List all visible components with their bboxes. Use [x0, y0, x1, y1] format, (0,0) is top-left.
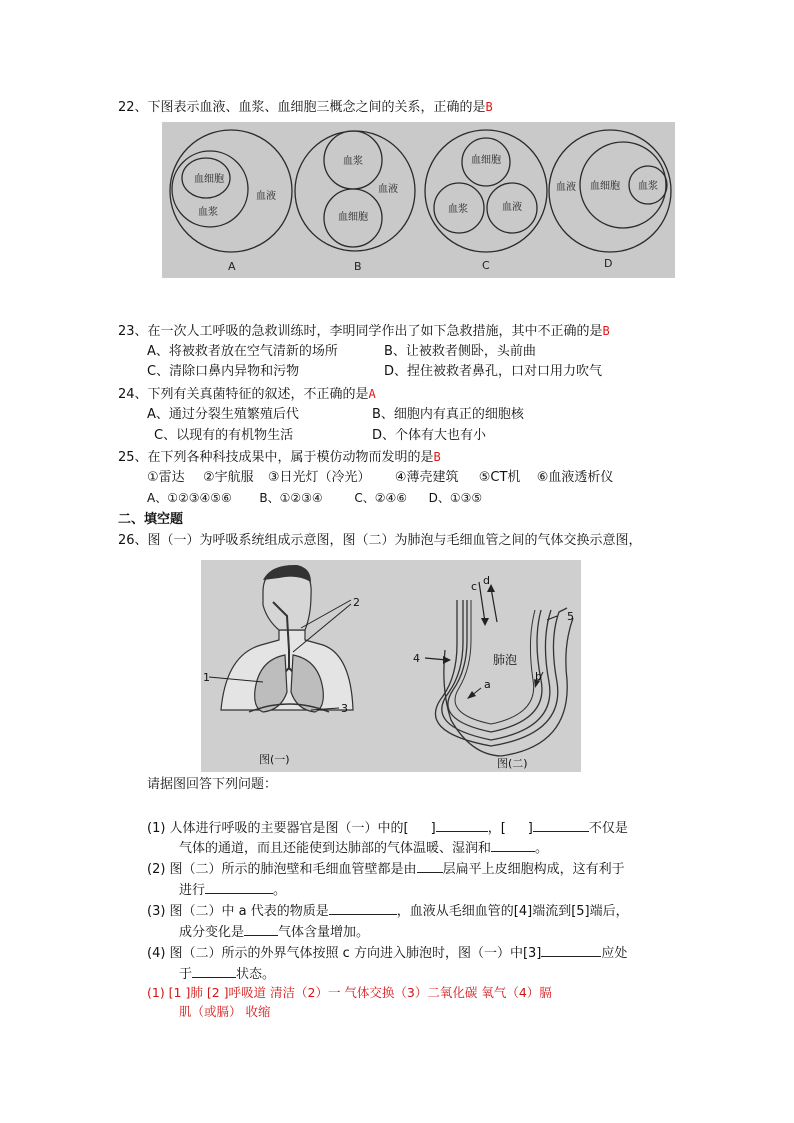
- q22-figure: [162, 122, 675, 278]
- q26-sub3-line2: [179, 921, 369, 942]
- q26-sub2-text-a: (2) 图（二）所示的肺泡壁和毛细血管壁都是由: [147, 862, 417, 877]
- q24-option-b: B、细胞内有真正的细胞核: [372, 407, 524, 422]
- q26-sub1-end: 。: [535, 841, 549, 856]
- q26-sub4-blank-2: [192, 963, 236, 978]
- q26-sub4-text-b: 应处: [601, 946, 628, 961]
- q23-answer: B: [602, 324, 610, 338]
- q26-sub4-blank-1: [541, 942, 601, 957]
- q26-sub1-line2: [179, 837, 548, 858]
- fig-c-outer-circle: [425, 130, 547, 252]
- q25-answer: B: [433, 450, 441, 464]
- q25-item-1: ①雷达: [147, 470, 185, 485]
- fig-a-inner-mid-text: 血浆: [198, 207, 218, 218]
- q26-sub1-text-d: ]: [527, 821, 533, 836]
- fig-a-inner-top-text: 血细胞: [194, 174, 224, 185]
- q22-stem: 22、下图表示血液、血浆、血细胞三概念之间的关系，正确的是: [118, 100, 486, 115]
- q23-stem: 23、在一次人工呼吸的急救训练时，李明同学作出了如下急救措施，其中不正确的是: [118, 324, 603, 339]
- q25-option-c: C、②④⑥: [354, 491, 407, 505]
- fig2-label-5: 5: [567, 610, 574, 623]
- fig-c-right-text: 血液: [502, 202, 522, 213]
- fig2-label-c: c: [471, 580, 478, 593]
- q25-stem-line: [118, 448, 441, 467]
- q26-prompt: 请据图回答下列问题：: [147, 777, 278, 792]
- section-heading: 二、填空题: [118, 512, 184, 527]
- fig2-label-4: 4: [413, 652, 420, 665]
- q26-sub2-text-b: 层扁平上皮细胞构成，这有利于: [442, 862, 625, 877]
- q25-option-a: A、①②③④⑤⑥: [147, 491, 232, 505]
- q22-figure-svg: [162, 122, 675, 278]
- fig2-label-alveolus: 肺泡: [493, 653, 518, 667]
- fig1-label-2: 2: [353, 596, 360, 609]
- q26-sub4-end: 状态。: [236, 967, 276, 982]
- q26-sub4-line2: [179, 963, 275, 984]
- q26-sub1-blank-3: [491, 837, 535, 852]
- fig1-label-3: 3: [341, 702, 348, 715]
- q25-option-d: D、①③⑤: [428, 491, 483, 505]
- fig2-label-b: b: [535, 670, 542, 683]
- fig2-label-a: a: [484, 678, 491, 691]
- q26-sub2-line2: [179, 879, 286, 900]
- q26-sub3-text-line2: 成分变化是: [179, 925, 245, 940]
- q24-answer: A: [368, 387, 376, 401]
- q26-sub4-line1: [147, 942, 627, 963]
- fig1-label-1: 1: [203, 671, 210, 684]
- q26-sub3-text-b: ，血液从毛细血管的[4]端流到[5]端后，: [396, 904, 629, 919]
- q25-option-b: B、①②③④: [259, 491, 323, 505]
- q25-stem: 25、在下列各种科技成果中，属于模仿动物而发明的是: [118, 450, 434, 465]
- q22-answer: B: [485, 100, 493, 114]
- q26-sub3-text-a: (3) 图（二）中 a 代表的物质是: [147, 904, 329, 919]
- q26-sub1-text-line2: 气体的通道，而且还能使到达肺部的气体温暖、湿润和: [179, 841, 492, 856]
- fig-d-inner-text: 血浆: [638, 181, 658, 192]
- q26-sub4-text-a: (4) 图（二）所示的外界气体按照 c 方向进入肺泡时，图（一）中[3]: [147, 946, 542, 961]
- q26-sub4-text-line2: 于: [179, 967, 193, 982]
- fig1-caption: 图(一): [259, 753, 290, 766]
- q26-sub3-line1: [147, 900, 629, 921]
- fig-a-outer-text: 血液: [256, 191, 276, 202]
- q26-sub2-blank-1: [417, 858, 443, 873]
- fig-a-label: A: [228, 260, 236, 273]
- fig-d-mid-text: 血细胞: [590, 181, 620, 192]
- q26-sub3-end: 气体含量增加。: [278, 925, 370, 940]
- q26-stem: 26、图（一）为呼吸系统组成示意图，图（二）为肺泡与毛细血管之间的气体交换示意图，: [118, 533, 642, 548]
- q26-sub1-text-c: ，[: [487, 821, 506, 836]
- q23-option-c: C、清除口鼻内异物和污物: [147, 364, 300, 379]
- q26-answer-line1: (1) [1 ]肺 [2 ]呼吸道 清洁（2）一 气体交换（3）二氧化碳 氧气（4）膈: [147, 985, 552, 1000]
- q23-stem-line: [118, 322, 610, 341]
- fig-b-bottom-text: 血细胞: [338, 212, 368, 223]
- fig2-label-d: d: [483, 574, 490, 587]
- q26-sub2-end: 。: [273, 883, 287, 898]
- q26-sub3-blank-1: [329, 900, 397, 915]
- q25-item-4: ④薄壳建筑: [394, 470, 459, 485]
- q24-option-a: A、通过分裂生殖繁殖后代: [147, 407, 299, 422]
- q26-answer-line2: 肌（或膈） 收缩: [179, 1004, 271, 1019]
- q26-sub1-text-e: 不仅是: [588, 821, 628, 836]
- q26-figure-svg: [201, 560, 581, 772]
- fig-d-outer-text: 血液: [556, 182, 576, 193]
- fig-b-label: B: [354, 260, 362, 273]
- q26-sub3-blank-2: [244, 921, 278, 936]
- q24-stem: 24、下列有关真菌特征的叙述，不正确的是: [118, 387, 369, 402]
- q25-item-6: ⑥血液透析仪: [536, 470, 614, 485]
- q24-option-d: D、个体有大也有小: [372, 428, 487, 443]
- fig-b-outer-text: 血液: [378, 184, 398, 195]
- q25-item-2: ②宇航服: [202, 470, 254, 485]
- q26-sub1-text-a: (1) 人体进行呼吸的主要器官是图（一）中的[: [147, 821, 409, 836]
- q26-sub1-text-b: ]: [430, 821, 436, 836]
- fig-b-top-text: 血浆: [343, 156, 363, 167]
- q25-item-5: ⑤CT机: [478, 470, 521, 485]
- q26-sub2-blank-2: [205, 879, 273, 894]
- q25-options: [147, 489, 482, 507]
- fig-c-left-text: 血浆: [448, 204, 468, 215]
- q26-sub1-line1: [147, 817, 628, 838]
- respiratory-system-diagram: [209, 565, 353, 712]
- q25-item-3: ③日光灯（冷光）: [267, 470, 371, 485]
- alveolus-diagram: [425, 582, 573, 756]
- fig-c-label: C: [482, 259, 490, 272]
- q26-sub1-blank-2: [533, 817, 589, 832]
- fig-d-label: D: [604, 257, 613, 270]
- q24-stem-line: [118, 385, 376, 404]
- fig2-caption: 图(二): [497, 757, 528, 770]
- q26-sub2-line1: [147, 858, 625, 879]
- fig-c-top-text: 血细胞: [471, 155, 501, 166]
- q22-stem-line: [118, 98, 493, 117]
- q23-option-b: B、让被救者侧卧，头前曲: [384, 344, 536, 359]
- q24-option-c: C、以现有的有机物生活: [154, 428, 294, 443]
- q26-figure: [201, 560, 581, 772]
- q26-sub1-blank-1: [436, 817, 488, 832]
- q25-items: [147, 469, 613, 487]
- q26-sub2-text-line2: 进行: [179, 883, 206, 898]
- q23-option-a: A、将被救者放在空气清新的场所: [147, 344, 338, 359]
- q23-option-d: D、捏住被救者鼻孔，口对口用力吹气: [384, 364, 603, 379]
